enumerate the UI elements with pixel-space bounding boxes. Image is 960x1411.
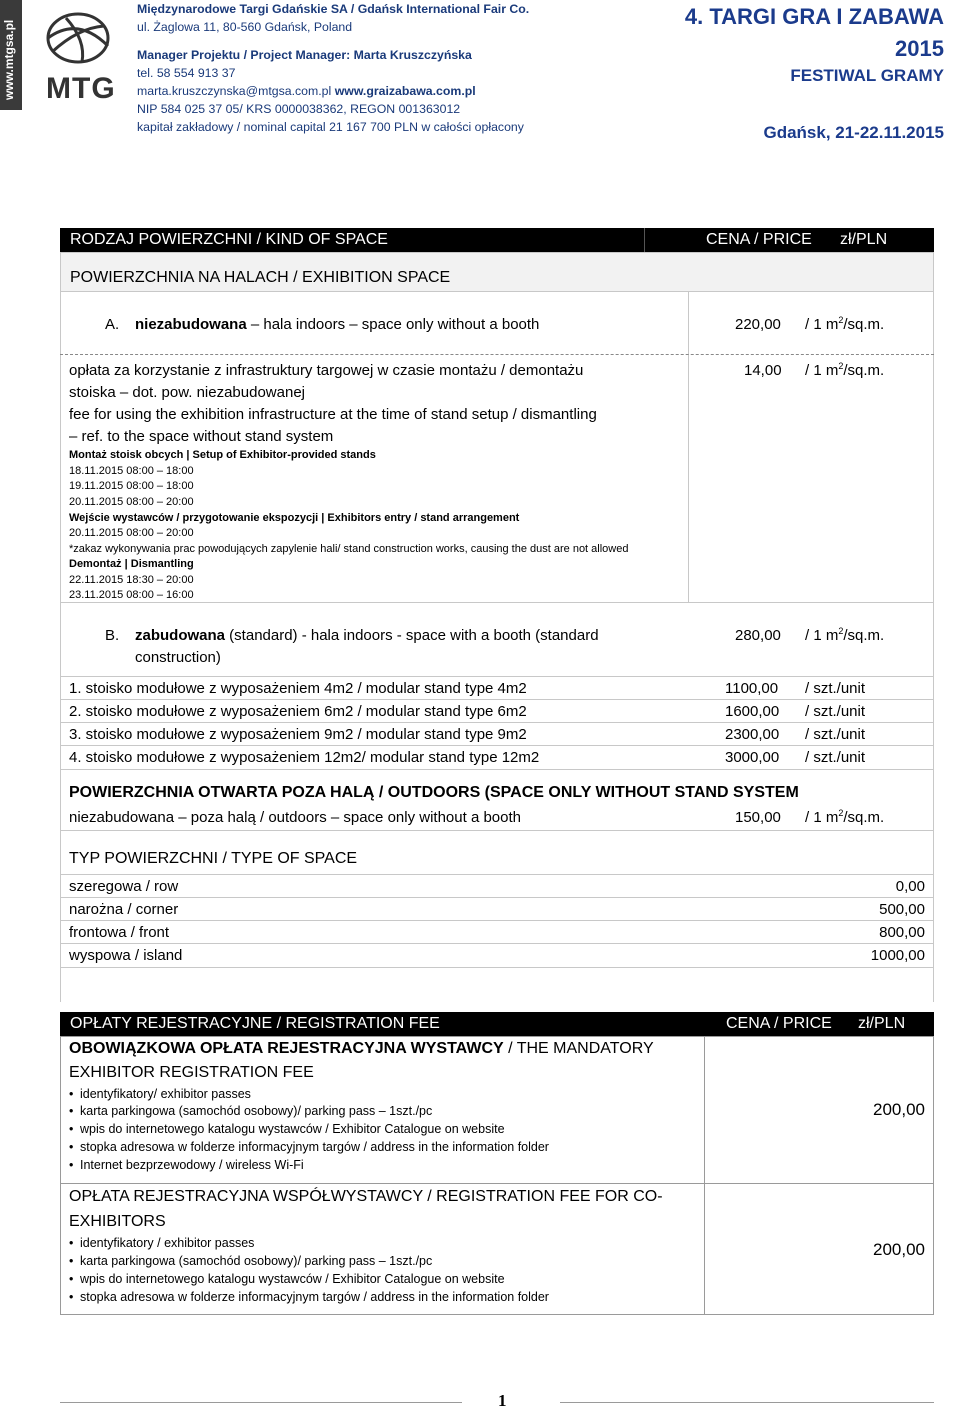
stand-label: 1. stoisko modułowe z wyposażeniem 4m2 / modular stand type 4m2 <box>69 680 527 697</box>
ban-note: *zakaz wykonywania prac powodujących zapylenie hali/ stand construction works, causing the dust are not allowed <box>69 543 629 555</box>
co-item: • identyfikatory / exhibitor passes <box>80 1236 254 1250</box>
stand-row <box>60 676 934 700</box>
side-strip-text: www.mtgsa.pl <box>2 19 16 100</box>
event-place: Gdańsk, 21-22.11.2015 <box>763 123 944 142</box>
fee-line1: opłata za korzystanie z infrastruktury targowej w czasie montażu / demontażu <box>69 362 584 379</box>
table1-head-currency: zł/PLN <box>840 231 888 248</box>
co-title: OPŁATA REJESTRACYJNA WSPÓŁWYSTAWCY / REGISTRATION FEE FOR CO- <box>69 1188 663 1205</box>
project-manager: Manager Projektu / Project Manager: Marta Kruszczyńska <box>137 48 472 62</box>
row-b-price: 280,00 <box>735 627 781 644</box>
row-b <box>60 603 934 675</box>
setup-title: Montaż stoisk obcych | Setup of Exhibitor-provided stands <box>69 449 376 461</box>
stand-label: 3. stoisko modułowe z wyposażeniem 9m2 / modular stand type 9m2 <box>69 726 527 743</box>
row-b-label-2: construction) <box>135 649 221 666</box>
section-hall <box>60 252 934 292</box>
row-a-unit: / 1 $m^2/sq.m$. <box>805 315 885 333</box>
mandatory-title-rest: / THE MANDATORY <box>503 1040 654 1057</box>
fee-line2: stoiska – dot. pow. niezabudowanej <box>69 384 305 401</box>
mandatory-title <box>69 1040 654 1058</box>
co-item: • wpis do internetowego katalogu wystawców / Exhibitor Catalogue on website <box>80 1272 505 1286</box>
mandatory-title-bold: OBOWIĄZKOWA OPŁATA REJESTRACYJNA WYSTAWCY <box>69 1040 504 1057</box>
table2-head-currency: zł/PLN <box>858 1015 906 1032</box>
table2-head-price: CENA / PRICE <box>726 1015 832 1032</box>
section-hall-title: POWIERZCHNIA NA HALACH / EXHIBITION SPACE <box>70 269 451 286</box>
type-row <box>60 920 934 944</box>
co-title-2: EXHIBITORS <box>69 1213 166 1230</box>
mandatory-item: • wpis do internetowego katalogu wystawców / Exhibitor Catalogue on website <box>80 1122 505 1136</box>
mandatory-item: • stopka adresowa w folderze informacyjnym targów / address in the information folder <box>80 1140 549 1154</box>
type-label: frontowa / front <box>69 924 170 941</box>
event-subtitle: FESTIWAL GRAMY <box>790 66 944 85</box>
fee-unit: / 1 $m^2/sq.m$. <box>805 361 885 379</box>
row-b-bold: zabudowana <box>135 627 226 644</box>
phone: tel. 58 554 913 37 <box>137 66 236 80</box>
row-a-rest: – hala indoors – space only without a booth <box>246 316 540 333</box>
dismantling-date-2: 23.11.2015 08:00 – 16:00 <box>69 589 194 601</box>
row-b-rest: (standard) - hala indoors - space with a booth (standard <box>225 627 599 644</box>
event-year: 2015 <box>895 36 944 61</box>
mandatory-fee <box>60 1036 934 1183</box>
type-row <box>60 943 934 968</box>
row-b-label <box>135 627 599 644</box>
type-price: 500,00 <box>879 901 925 918</box>
entry-title: Wejście wystawców / przygotowanie ekspozycji | Exhibitors entry / stand arrangement <box>69 512 520 524</box>
stand-list <box>60 676 934 768</box>
stand-price: 2300,00 <box>725 726 780 743</box>
type-section <box>60 848 934 968</box>
table2-header <box>60 1012 934 1036</box>
table1-header <box>60 228 934 252</box>
page-number: 1 <box>498 1391 507 1410</box>
type-label: szeregowa / row <box>69 878 179 895</box>
company-name: Międzynarodowe Targi Gdańskie SA / Gdańsk International Fair Co. <box>137 2 530 16</box>
mandatory-item: • karta parkingowa (samochód osobowy)/ parking pass – 1szt./pc <box>80 1104 432 1118</box>
stand-unit: / szt./unit <box>805 703 866 720</box>
type-price: 0,00 <box>895 878 925 895</box>
table1-head-price: CENA / PRICE <box>706 231 812 248</box>
row-b-unit: / 1 $m^2/sq.m$. <box>805 626 885 644</box>
type-price: 1000,00 <box>870 947 925 964</box>
type-title: TYP POWIERZCHNI / TYPE OF SPACE <box>69 850 358 867</box>
stand-unit: / szt./unit <box>805 749 866 766</box>
co-item: • karta parkingowa (samochód osobowy)/ parking pass – 1szt./pc <box>80 1254 432 1268</box>
logo-text: MTG <box>46 72 116 105</box>
stand-price: 1100,00 <box>725 680 779 697</box>
mandatory-price: 200,00 <box>873 1100 925 1119</box>
type-row <box>60 897 934 921</box>
side-strip <box>0 0 22 110</box>
setup-date-3: 20.11.2015 08:00 – 20:00 <box>69 496 194 508</box>
stand-row <box>60 745 934 770</box>
stand-unit: / szt./unit <box>805 680 866 697</box>
dismantling-date-1: 22.11.2015 18:30 – 20:00 <box>69 574 194 586</box>
mandatory-title-2: EXHIBITOR REGISTRATION FEE <box>69 1064 314 1081</box>
capital-line: kapitał zakładowy / nominal capital 21 167 700 PLN w całości opłacony <box>137 120 524 134</box>
contact-line <box>137 84 476 98</box>
fee-line4: – ref. to the space without stand system <box>69 428 334 445</box>
co-item: • stopka adresowa w folderze informacyjnym targów / address in the information folder <box>80 1290 549 1304</box>
co-exhibitor-fee <box>60 1184 934 1315</box>
outdoor-price: 150,00 <box>735 809 781 826</box>
fee-line3: fee for using the exhibition infrastructure at the time of stand setup / dismantling <box>69 406 597 423</box>
event-title: 4. TARGI GRA I ZABAWA <box>684 4 944 29</box>
stand-label: 4. stoisko modułowe z wyposażeniem 12m2/ modular stand type 12m2 <box>69 749 540 766</box>
setup-date-2: 19.11.2015 08:00 – 18:00 <box>69 480 194 492</box>
website-link[interactable]: www.graizabawa.com.pl <box>334 84 476 98</box>
row-a <box>60 292 934 354</box>
type-price: 800,00 <box>879 924 925 941</box>
nip-line: NIP 584 025 37 05/ KRS 0000038362, REGON 001363012 <box>137 102 461 116</box>
stand-label: 2. stoisko modułowe z wyposażeniem 6m2 / modular stand type 6m2 <box>69 703 527 720</box>
company-address: ul. Żaglowa 11, 80-560 Gdańsk, Poland <box>137 20 353 34</box>
outdoor-section <box>60 782 934 830</box>
stand-unit: / szt./unit <box>805 726 866 743</box>
type-label: wyspowa / island <box>69 947 183 964</box>
stand-row <box>60 722 934 746</box>
outdoor-unit: / 1 $m^2/sq.m$. <box>805 808 885 826</box>
mandatory-item: • identyfikatory/ exhibitor passes <box>80 1087 251 1101</box>
table1-head-kind: RODZAJ POWIERZCHNI / KIND OF SPACE <box>70 231 388 248</box>
stand-price: 1600,00 <box>725 703 780 720</box>
type-row <box>60 874 934 898</box>
type-label: narożna / corner <box>69 901 179 918</box>
fee-price: 14,00 <box>744 362 782 379</box>
stand-price: 3000,00 <box>725 749 780 766</box>
table2-head-kind: OPŁATY REJESTRACYJNE / REGISTRATION FEE <box>70 1015 440 1032</box>
entry-date-1: 20.11.2015 08:00 – 20:00 <box>69 527 194 539</box>
outdoor-row: niezabudowana – poza halą / outdoors – space only without a booth <box>69 809 521 826</box>
co-price: 200,00 <box>873 1240 925 1259</box>
row-a-price: 220,00 <box>735 316 781 333</box>
row-a-label <box>135 316 539 333</box>
email-link[interactable]: marta.kruszczynska@mtgsa.com.pl <box>137 84 332 98</box>
row-fee <box>60 356 934 602</box>
row-a-letter: A. <box>105 316 120 333</box>
row-b-letter: B. <box>105 627 120 644</box>
stand-row <box>60 699 934 723</box>
mandatory-item: • Internet bezprzewodowy / wireless Wi-Fi <box>80 1158 304 1172</box>
row-a-bold: niezabudowana <box>135 316 247 333</box>
outdoor-title: POWIERZCHNIA OTWARTA POZA HALĄ / OUTDOORS (SPACE ONLY WITHOUT STAND SYSTEM <box>69 784 799 801</box>
dismantling-title: Demontaż | Dismantling <box>69 558 194 570</box>
setup-date-1: 18.11.2015 08:00 – 18:00 <box>69 465 194 477</box>
